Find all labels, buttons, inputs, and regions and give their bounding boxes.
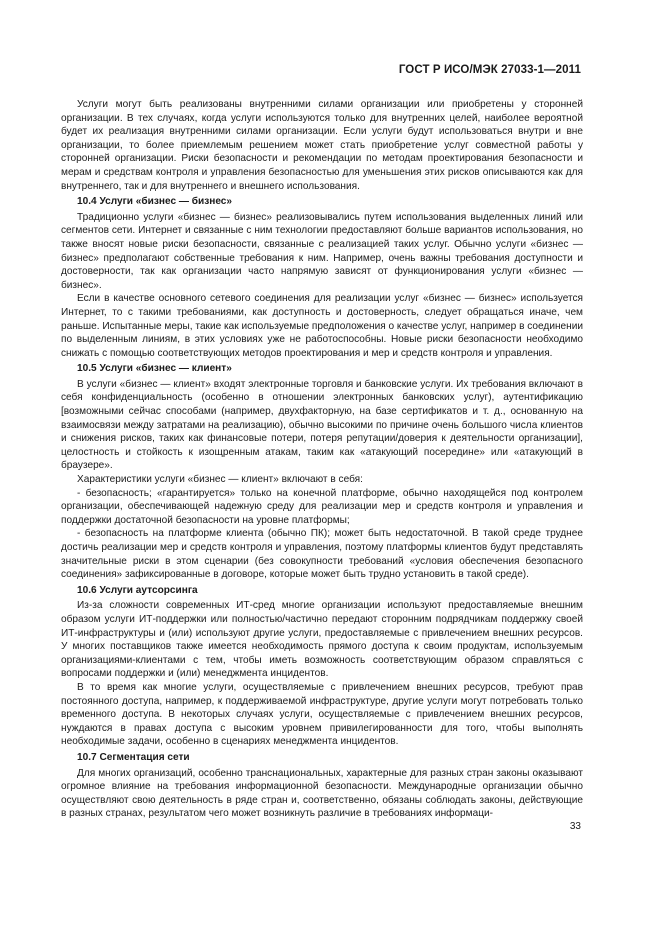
document-body: [61, 98, 583, 821]
paragraph: Традиционно услуги «бизнес — бизнес» реализовывались путем использования выделенных линий или сегментов сети. Интернет и связанные с ним технологии предоставляют больше вариантов использования, но также вносят новые риски безопасности, связанные с реализацией таких услуг. Обычно услуги «бизнес — бизнес» предполагают собственные требования к ним. Например, очень важны требования доступности и достоверности, так как организации часто напрямую зависят от функционирования услуги «бизнес — бизнес».: [61, 211, 583, 291]
section-heading: 10.6 Услуги аутсорсинга: [77, 584, 198, 596]
paragraph: В услуги «бизнес — клиент» входят электронные торговля и банковские услуги. Их требования включают в себя конфиденциальность (особенно в отношении электронных банковских услуг), аутентификацию [возможными сейчас способами (например, двухфакторную, на базе сертификатов и т. д., основанную на взаимосвязи между затратами на реализацию), обычно высокими по причине очень большого числа клиентов и снижения рисков, таких как финансовые потери, потеря репутации/доверия к деятельности организации], целостность и стойкость к изощренным атакам, таким как «атакующий посередине» или «атакующий в браузере».: [61, 378, 583, 472]
paragraph: Услуги могут быть реализованы внутренними силами организации или приобретены у сторонней организации. В тех случаях, когда услуги используются только для внутренних целей, наиболее вероятной будет их реализация внутренними силами организации. Если услуги будут использоваться внутри и вне организации, то более приемлемым решением может стать приобретение услуг совместной работы у сторонней организации. Риски безопасности и рекомендации по методам проектирования безопасности и мерам и средствам контроля и управления безопасностью для уменьшения этих рисков описываются как для внутреннего, так и для внутреннего и внешнего использования.: [61, 99, 583, 192]
paragraph: Для многих организаций, особенно транснациональных, характерные для разных стран законы оказывают огромное влияние на требования информационной безопасности. Международные организации обычно осуществляют свою деятельность в ряде стран и, соответственно, обязаны соблюдать законы, действующие в разных странах, результатом чего может возникнуть различие в требованиях информаци-: [61, 767, 583, 820]
section-heading: 10.5 Услуги «бизнес — клиент»: [77, 363, 232, 375]
paragraph: Если в качестве основного сетевого соединения для реализации услуг «бизнес — бизнес» используется Интернет, то с такими требованиями, как доступность и достоверность, следует обращаться иначе, чем раньше. Испытанные меры, такие как используемые предположения о качестве услуг, например в соединении по выделенным линиям, в этих условиях уже не работоспособны. Новые риски безопасности необходимо снижать с помощью соответствующих методов проектирования и мер и средств контроля и управления.: [61, 293, 583, 359]
paragraph: - безопасность; «гарантируется» только на конечной платформе, обычно находящейся под контролем организации, обеспечивающей надежную среду для реализации мер и средств контроля и управления и поддержки достаточной безопасности на уровне платформы;: [61, 487, 583, 526]
paragraph: Характеристики услуги «бизнес — клиент» включают в себя:: [77, 474, 363, 486]
paragraph: В то время как многие услуги, осуществляемые с привлечением внешних ресурсов, требуют прав постоянного доступа, например, к поддерживаемой инфраструктуре, другие услуги могут потребовать только временного доступа. В некоторых случаях услуги, осуществляемые с привлечением внешних ресурсов, нуждаются в правах доступа с высоким уровнем привилегированности для того, чтобы выполнять необходимые задачи, особенно в сценариях менеджмента инцидентов.: [61, 681, 583, 748]
paragraph: - безопасность на платформе клиента (обычно ПК); может быть недостаточной. В такой среде труднее достичь реализации мер и средств контроля и управления, поэтому платформы клиентов будут представлять значительные риски в этом сценарии (без совокупности требований «условия обеспечения безопасного соединения» зафиксированные в договоре, которые может быть трудно установить в такой среде).: [61, 528, 583, 581]
page-number: 33: [569, 821, 581, 832]
standard-header: ГОСТ Р ИСО/МЭК 27033-1—2011: [398, 64, 581, 76]
section-heading: 10.4 Услуги «бизнес — бизнес»: [77, 196, 233, 208]
section-heading: 10.7 Сегментация сети: [77, 751, 190, 763]
paragraph: Из-за сложности современных ИТ-сред многие организации используют предоставляемые внешним образом услуги ИТ-поддержки или полностью/частично передают сторонним подрядчикам поддержку своей ИТ-инфраструктуры и (или) используют другие услуги, предоставляемые с привлечением внешних ресурсов. У многих поставщиков также имеется необходимость прямого доступа к своим продуктам, используемым организациями-клиентами с тем, чтобы иметь возможность соответствующим образом справляться с вопросами поддержки и (или) менеджмента инцидентов.: [61, 600, 583, 680]
